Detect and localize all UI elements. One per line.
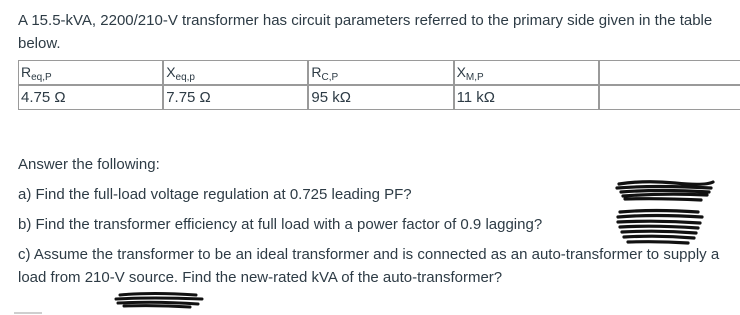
- header-cell-xm: [454, 60, 599, 85]
- scribble-mark-c: [112, 289, 208, 309]
- symbol-base: R: [311, 64, 322, 80]
- value-cell-req: 4.75 Ω: [18, 85, 163, 110]
- empty-cell: [599, 60, 740, 85]
- scribble-mark-a: [615, 176, 717, 206]
- table-header-row: [18, 60, 740, 85]
- parameters-table: [18, 60, 740, 110]
- symbol-subscript: M,P: [465, 72, 484, 83]
- symbol-subscript: eq,p: [175, 72, 195, 83]
- header-cell-rc: [308, 60, 453, 85]
- table-value-row: [18, 85, 740, 110]
- symbol-base: X: [456, 64, 466, 80]
- symbol-base: X: [166, 64, 176, 80]
- value-cell-xeq: 7.75 Ω: [163, 85, 308, 110]
- value-cell-xm: 11 kΩ: [454, 85, 599, 110]
- symbol-subscript: eq,P: [31, 72, 52, 83]
- scribble-mark-b: [614, 206, 706, 248]
- value-cell-rc: 95 kΩ: [308, 85, 453, 110]
- questions-lead: Answer the following:: [18, 156, 160, 173]
- header-cell-xeq: [163, 60, 308, 85]
- symbol-base: R: [21, 64, 32, 80]
- empty-cell: [599, 85, 740, 110]
- symbol-subscript: C,P: [321, 72, 339, 83]
- divider-stub: [14, 312, 42, 314]
- question-c: c) Assume the transformer to be an ideal transformer and is connected as an auto-transformer to supply a load from 210-V source. Find the new-rated kVA of the auto-transformer?: [18, 246, 720, 286]
- question-b: b) Find the transformer efficiency at full load with a power factor of 0.9 lagging?: [18, 216, 543, 233]
- header-cell-req: [18, 60, 163, 85]
- question-a: a) Find the full-load voltage regulation at 0.725 leading PF?: [18, 186, 412, 203]
- problem-statement: A 15.5-kVA, 2200/210-V transformer has circuit parameters referred to the primary side given in the table below.: [18, 12, 713, 52]
